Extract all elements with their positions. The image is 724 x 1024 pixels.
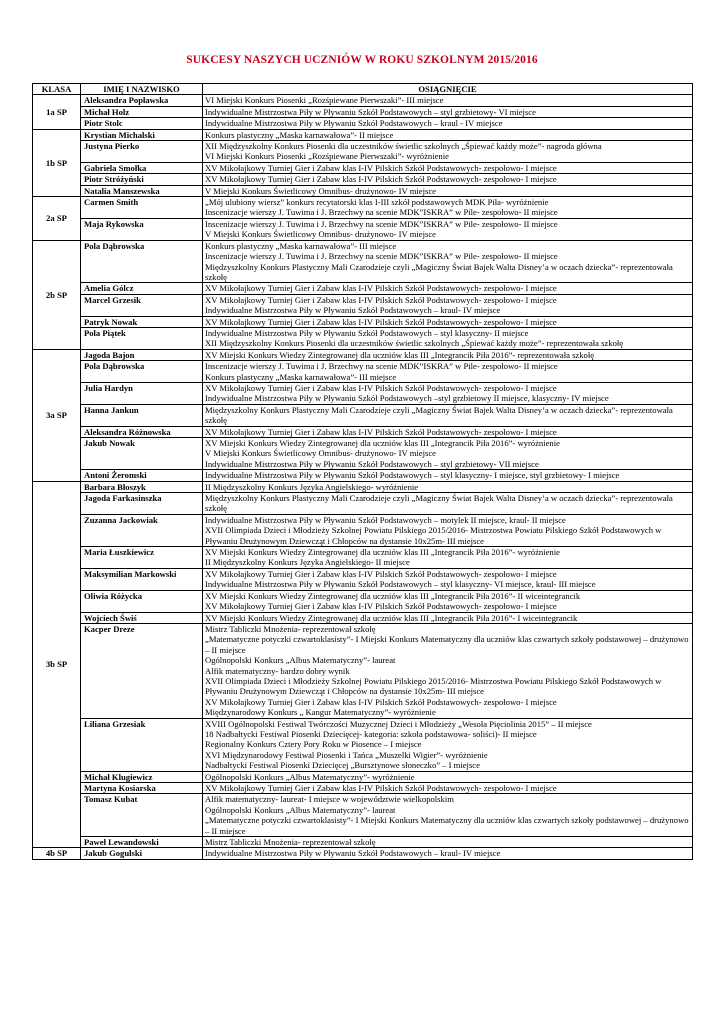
achievement-line: XV Mikołajkowy Turniej Gier i Zabaw klas I-IV Pilskich Szkół Podstawowych- zespołowo- I miejsce [205,696,557,707]
student-name-cell: Gabriela Smołka [81,162,203,173]
achievement-line: Indywidualne Mistrzostwa Piły w Pływaniu Szkół Podstawowych – styl grzbietowy- VII miejsce [205,458,539,469]
achievement-line: 18 Nadbałtycki Festiwal Piosenki Dziecięcej- kategoria: szkoła podstawowa- soliści)- II miejsce [205,728,537,739]
table-row [33,197,693,219]
table-row [33,848,693,859]
achievement-line: XV Miejski Konkurs Wiedzy Zintegrowanej dla uczniów klas III „Integrancik Piła 2016”- reprezentowała szkołę [205,349,595,360]
achievement-line: Ogólnopolski Konkurs „Albus Matematyczny”- wyróżnienie [205,771,415,782]
achievement-cell [203,568,693,590]
achievement-line: Indywidualne Mistrzostwa Piły w Pływaniu Szkół Podstawowych –styl grzbietowy II miejsce, klasyczny- IV miejsce [205,393,609,404]
achievement-line: „Mój ulubiony wiersz” konkurs recytatorski klas I-III szkół podstawowych MDK Piła- wyróżnienie [205,197,549,208]
achievement-cell [203,794,693,837]
achievement-line: XVII Olimpiada Dzieci i Młodzieży Szkolnej Powiatu Pilskiego 2015/2016- Mistrzostwa Powiatu Pilskiego Szkół Podstawowych w Pływaniu Drużynowym Dziewcząt i Chłopców na dystansie 10x25m- III miejsce [205,525,662,546]
achievement-cell [203,470,693,481]
class-cell: 4b SP [33,848,81,859]
achievement-line: II Międzyszkolny Konkurs Języka Angielskiego- II miejsce [205,557,410,568]
table-row [33,106,693,117]
table-row [33,568,693,590]
achievement-line: XV Mikołajkowy Turniej Gier i Zabaw klas I-IV Pilskich Szkół Podstawowych- zespołowo- I miejsce [205,601,557,612]
student-name-cell: Piotr Stróżyński [81,174,203,185]
table-row [33,185,693,196]
achievement-line: XV Mikołajkowy Turniej Gier i Zabaw klas I-IV Pilskich Szkół Podstawowych- zespołowo- I miejsce [205,283,557,294]
achievement-line: XVII Olimpiada Dzieci i Młodzieży Szkolnej Powiatu Pilskiego 2015/2016- Mistrzostwa Powiatu Pilskiego Szkół Podstawowych w Pływaniu Drużynowym Dziewcząt i Chłopców na dystansie 10x25m- III miejsce [205,675,662,697]
achievement-line: V Miejski Konkurs Świetlicowy Omnibus- drużynowo- IV miejsce [205,185,436,196]
achievement-line: Międzynarodowy Konkurs „ Kangur Matematyczny”- wyróżnienie [205,707,436,718]
achievement-line: VI Miejski Konkurs Piosenki „Rozśpiewane Pierwszaki”- wyróżnienie [205,151,449,162]
header-name: IMIĘ I NAZWISKO [81,84,203,95]
achievement-cell [203,327,693,349]
student-name-cell: Wojciech Świś [81,612,203,623]
table-row [33,316,693,327]
achievement-line: VI Miejski Konkurs Piosenki „Rozśpiewane Pierwszaki”- III miejsce [205,95,444,106]
achievement-line: Indywidualne Mistrzostwa Piły w Pływaniu Szkół Podstawowych – kraul- IV miejsce [205,305,501,316]
achievement-line: XII Międzyszkolny Konkurs Piosenki dla uczestników świetlic szkolnych „Śpiewać każdy może”- nagroda główna [205,141,602,152]
achievement-cell [203,612,693,623]
student-name-cell: Tomasz Kubat [81,794,203,837]
table-row [33,349,693,360]
achievement-line: XV Miejski Konkurs Wiedzy Zintegrowanej dla uczniów klas III „Integrancik Piła 2016”- I wiceintegrancik [205,612,578,623]
achievement-cell [203,283,693,294]
achievement-line: Alfik matematyczny- laureat- I miejsce w województwie wielkopolskim [205,794,454,805]
achievement-line: Inscenizacje wierszy J. Tuwima i J. Brzechwy na scenie MDK”ISKRA” w Pile- zespołowo- II miejsce [205,218,558,229]
achievement-cell [203,848,693,859]
table-row [33,481,693,492]
student-name-cell: Jakub Nowak [81,438,203,470]
table-row [33,404,693,426]
student-name-cell: Hanna Jankun [81,404,203,426]
student-name-cell: Aleksandra Różnowska [81,426,203,437]
table-header-row [33,84,693,95]
achievement-line: Międzyszkolny Konkurs Plastyczny Mali Czarodzieje czyli „Magiczny Świat Bajek Walta Disney’a w oczach dziecka”- reprezentowała szkołę [205,261,673,282]
achievement-line: XV Mikołajkowy Turniej Gier i Zabaw klas I-IV Pilskich Szkół Podstawowych- zespołowo- I miejsce [205,316,557,327]
table-row [33,718,693,771]
achievement-line: V Miejski Konkurs Świetlicowy Omnibus- drużynowo- IV miejsce [205,229,436,240]
student-name-cell: Kacper Dreze [81,623,203,718]
achievement-cell [203,218,693,240]
achievement-cell [203,129,693,140]
achievement-cell [203,783,693,794]
achievement-line: XV Mikołajkowy Turniej Gier i Zabaw klas I-IV Pilskich Szkół Podstawowych- zespołowo- I miejsce [205,426,557,437]
achievement-line: Konkurs plastyczny „Maska karnawałowa”- III miejsce [205,240,397,251]
student-name-cell: Carmen Smith [81,197,203,219]
student-name-cell: Pola Dąbrowska [81,361,203,383]
achievement-cell [203,514,693,546]
class-cell: 1b SP [33,129,81,196]
student-name-cell: Marcel Grzesik [81,294,203,316]
achievements-table [32,83,693,860]
table-row [33,162,693,173]
student-name-cell: Michał Holz [81,106,203,117]
achievement-line: Konkurs plastyczny „Maska karnawałowa”- III miejsce [205,371,397,382]
table-row [33,327,693,349]
achievement-cell [203,590,693,612]
student-name-cell: Maksymilian Markowski [81,568,203,590]
table-row [33,783,693,794]
achievement-cell [203,95,693,106]
achievement-line: Międzyszkolny Konkurs Plastyczny Mali Czarodzieje czyli „Magiczny Świat Bajek Walta Disney’a w oczach dziecka”- reprezentowała szkołę [205,404,673,426]
achievement-line: XVI Międzynarodowy Festiwal Piosenki i Tańca „Muszelki Wigier”- wyróżnienie [205,749,488,760]
header-achievement: OSIĄGNIĘCIE [203,84,693,95]
achievement-cell [203,426,693,437]
achievement-cell [203,197,693,219]
student-name-cell: Krystian Michalski [81,129,203,140]
achievement-line: Inscenizacje wierszy J. Tuwima i J. Brzechwy na scenie MDK”ISKRA” w Pile- zespołowo- II miejsce [205,251,558,262]
achievement-cell [203,141,693,163]
table-row [33,438,693,470]
class-cell: 1a SP [33,95,81,129]
table-body [33,95,693,859]
achievement-line: XV Mikołajkowy Turniej Gier i Zabaw klas I-IV Pilskich Szkół Podstawowych- zespołowo- I miejsce [205,174,557,185]
achievement-line: Międzyszkolny Konkurs Plastyczny Mali Czarodzieje czyli „Magiczny Świat Bajek Walta Disney’a w oczach dziecka”- reprezentowała szkołę [205,493,673,514]
achievement-cell [203,185,693,196]
class-cell: 3b SP [33,481,81,848]
table-row [33,141,693,163]
achievement-cell [203,349,693,360]
table-row [33,129,693,140]
table-row [33,623,693,718]
achievement-cell [203,118,693,129]
table-row [33,283,693,294]
table-row [33,771,693,782]
student-name-cell: Pola Piątek [81,327,203,349]
table-row [33,837,693,848]
achievement-line: Ogólnopolski Konkurs „Albus Matematyczny”- laureat [205,804,396,815]
student-name-cell: Jagoda Farkasinszka [81,493,203,515]
achievement-line: Indywidualne Mistrzostwa Piły w Pływaniu Szkół Podstawowych – styl klasyczny- II miejsce [205,327,529,338]
student-name-cell: Justyna Pierko [81,141,203,163]
achievement-line: Indywidualne Mistrzostwa Piły w Pływaniu Szkół Podstawowych – styl klasyczny- I miejsce, styl grzbietowy- I miejsce [205,470,620,481]
achievement-cell [203,174,693,185]
achievement-cell [203,438,693,470]
achievement-cell [203,316,693,327]
achievement-cell [203,106,693,117]
achievement-cell [203,294,693,316]
table-row [33,590,693,612]
achievement-line: „Matematyczne potyczki czwartoklasisty”- I Miejski Konkurs Matematyczny dla uczniów klas czwartych szkoły podstawowej – drużynowo – II miejsce [205,815,689,836]
achievement-cell [203,718,693,771]
table-row [33,470,693,481]
student-name-cell: Michał Klugiewicz [81,771,203,782]
student-name-cell: Martyna Kosiarska [81,783,203,794]
table-row [33,118,693,129]
student-name-cell: Oliwia Różycka [81,590,203,612]
achievement-cell [203,771,693,782]
achievement-line: XV Mikołajkowy Turniej Gier i Zabaw klas I-IV Pilskich Szkół Podstawowych- zespołowo- I miejsce [205,783,557,793]
table-row [33,426,693,437]
student-name-cell: Amelia Gólcz [81,283,203,294]
achievement-line: XVIII Ogólnopolski Festiwal Twórczości Muzycznej Dzieci i Młodzieży „Wesoła Pięciolinia 2015” – II miejsce [205,718,592,729]
student-name-cell: Jakub Gogulski [81,848,203,859]
achievement-line: Konkurs plastyczny „Maska karnawałowa”- II miejsce [205,129,394,140]
table-row [33,294,693,316]
achievement-line: Inscenizacje wierszy J. Tuwima i J. Brzechwy na scenie MDK”ISKRA” w Pile- zespołowo- II miejsce [205,361,558,372]
achievement-cell [203,493,693,515]
table-row [33,95,693,106]
student-name-cell: Jagoda Bajon [81,349,203,360]
student-name-cell: Liliana Grzesiak [81,718,203,771]
achievement-line: Nadbałtycki Festiwal Piosenki Dziecięcej „Bursztynowe słoneczko” – I miejsce [205,760,480,771]
student-name-cell: Antoni Żeromski [81,470,203,481]
achievement-line: Ogólnopolski Konkurs „Albus Matematyczny”- laureat [205,655,396,666]
achievement-line: XV Mikołajkowy Turniej Gier i Zabaw klas I-IV Pilskich Szkół Podstawowych- zespołowo- I miejsce [205,382,557,393]
student-name-cell: Aleksandra Popławska [81,95,203,106]
achievement-line: „Matematyczne potyczki czwartoklasisty”- I Miejski Konkurs Matematyczny dla uczniów klas czwartych szkoły podstawowej – drużynowo – II miejsce [205,634,689,655]
table-row [33,240,693,283]
achievement-line: II Międzyszkolny Konkurs Języka Angielskiego- wyróżnienie [205,481,419,492]
table-row [33,493,693,515]
achievement-cell [203,361,693,383]
achievement-cell [203,162,693,173]
header-klasa: KLASA [33,84,81,95]
table-row [33,612,693,623]
achievement-line: V Miejski Konkurs Świetlicowy Omnibus- drużynowo- IV miejsce [205,448,436,459]
table-row [33,514,693,546]
achievement-line: XV Mikołajkowy Turniej Gier i Zabaw klas I-IV Pilskich Szkół Podstawowych- zespołowo- I miejsce [205,294,557,305]
achievement-line: Inscenizacje wierszy J. Tuwima i J. Brzechwy na scenie MDK”ISKRA” w Pile- zespołowo- II miejsce [205,207,558,218]
achievement-line: Indywidualne Mistrzostwa Piły w Pływaniu Szkół Podstawowych – kraul- IV miejsce [205,848,501,859]
achievement-line: XV Miejski Konkurs Wiedzy Zintegrowanej dla uczniów klas III „Integrancik Piła 2016”- wyróżnienie [205,438,560,448]
class-cell: 3a SP [33,349,81,481]
student-name-cell: Paweł Lewandowski [81,837,203,848]
achievement-cell [203,837,693,848]
student-name-cell: Maria Łuszkiewicz [81,547,203,569]
table-row [33,382,693,404]
page-title: SUKCESY NASZYCH UCZNIÓW W ROKU SZKOLNYM 2015/2016 [186,54,538,66]
achievement-cell [203,623,693,718]
achievement-line: Regionalny Konkurs Cztery Pory Roku w Piosence – I miejsce [205,739,422,750]
student-name-cell: Barbara Błoszyk [81,481,203,492]
achievement-line: Alfik matematyczny- bardzo dobry wynik [205,665,350,676]
achievement-line: XV Mikołajkowy Turniej Gier i Zabaw klas I-IV Pilskich Szkół Podstawowych- zespołowo- I miejsce [205,568,557,579]
achievement-cell [203,382,693,404]
achievement-line: XV Miejski Konkurs Wiedzy Zintegrowanej dla uczniów klas III „Integrancik Piła 2016”- wyróżnienie [205,547,560,558]
achievement-line: Indywidualne Mistrzostwa Piły w Pływaniu Szkół Podstawowych – styl grzbietowy- VI miejsce [205,106,536,117]
student-name-cell: Julia Hardyn [81,382,203,404]
achievement-line: XII Międzyszkolny Konkurs Piosenki dla uczestników świetlic szkolnych „Śpiewać każdy może”- reprezentowała szkołę [205,338,624,349]
table-row [33,361,693,383]
achievement-line: XV Mikołajkowy Turniej Gier i Zabaw klas I-IV Pilskich Szkół Podstawowych- zespołowo- I miejsce [205,162,557,173]
achievement-line: Mistrz Tabliczki Mnożenia- reprezentował szkołę [205,837,376,848]
student-name-cell: Piotr Stolc [81,118,203,129]
student-name-cell: Zuzanna Jackowiak [81,514,203,546]
achievement-line: Indywidualne Mistrzostwa Piły w Pływaniu Szkół Podstawowych – kraul - IV miejsce [205,118,503,129]
class-cell: 2a SP [33,197,81,241]
table-row [33,794,693,837]
achievement-cell [203,404,693,426]
achievement-line: Indywidualne Mistrzostwa Piły w Pływaniu Szkół Podstawowych – styl klasyczny- VI miejsce, kraul- III miejsce [205,579,596,590]
student-name-cell: Pola Dąbrowska [81,240,203,283]
achievement-cell [203,481,693,492]
achievement-cell [203,547,693,569]
table-row [33,218,693,240]
student-name-cell: Patryk Nowak [81,316,203,327]
student-name-cell: Natalia Manszewska [81,185,203,196]
achievement-line: Mistrz Tabliczki Mnożenia- reprezentował szkołę [205,623,376,634]
class-cell: 2b SP [33,240,81,349]
achievement-line: Indywidualne Mistrzostwa Piły w Pływaniu Szkół Podstawowych – motylek II miejsce, kraul- II miejsce [205,514,566,525]
student-name-cell: Maja Rykowska [81,218,203,240]
achievement-line: XV Miejski Konkurs Wiedzy Zintegrowanej dla uczniów klas III „Integrancik Piła 2016”- II wiceintegrancik [205,590,581,601]
table-row [33,547,693,569]
achievement-cell [203,240,693,283]
table-row [33,174,693,185]
